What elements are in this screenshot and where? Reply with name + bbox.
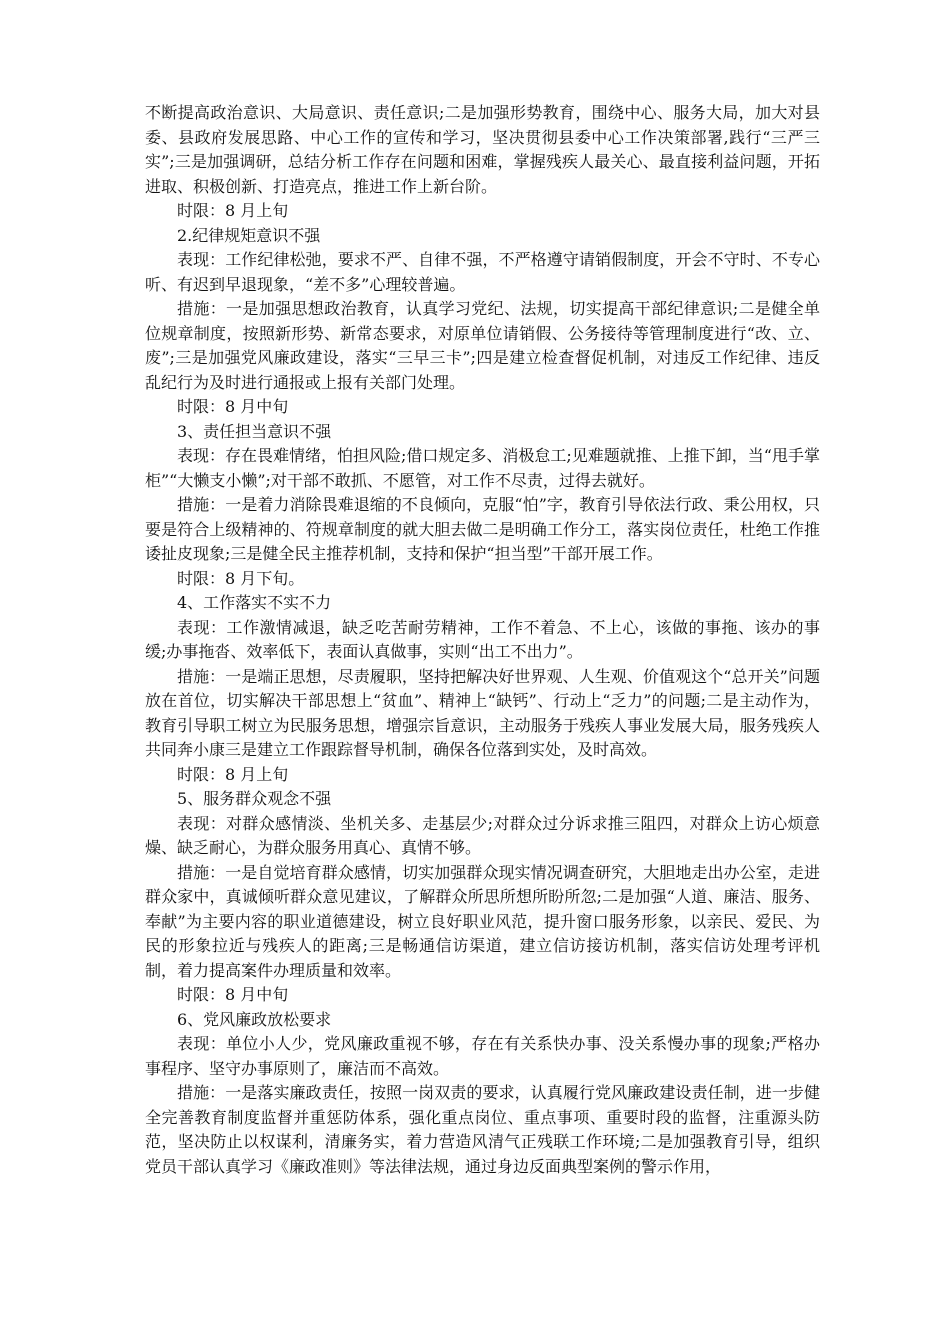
symptom-paragraph: 表现：对群众感情淡、坐机关多、走基层少;对群众过分诉求推三阻四，对群众上访心烦意燥、缺乏耐心，为群众服务用真心、真情不够。 <box>145 813 820 857</box>
section-heading: 4、工作落实不实不力 <box>177 593 332 612</box>
deadline-line: 时限：8 月上旬 <box>177 764 289 784</box>
symptom-paragraph: 表现：工作激情减退，缺乏吃苦耐劳精神，工作不着急、不上心，该做的事拖、该办的事缓;办事拖沓、效率低下，表面认真做事，实则“出工不出力”。 <box>145 617 820 661</box>
document-body <box>145 101 820 1179</box>
deadline-line: 时限：8 月中旬 <box>177 985 289 1004</box>
deadline-line: 时限：8 月中旬 <box>177 397 289 416</box>
symptom-paragraph: 表现：工作纪律松弛，要求不严、自律不强，不严格遵守请销假制度，开会不守时、不专心听、有迟到早退现象，“差不多”心理较普遍。 <box>145 250 820 294</box>
section-heading: 6、党风廉政放松要求 <box>177 1009 332 1029</box>
symptom-paragraph: 表现：单位小人少，党风廉政重视不够，存在有关系快办事、没关系慢办事的现象;严格办事程序、坚守办事原则了，廉洁而不高效。 <box>145 1034 820 1078</box>
section-heading: 5、服务群众观念不强 <box>177 789 332 808</box>
deadline-line: 时限：8 月上旬 <box>177 201 289 220</box>
deadline-line: 时限：8 月下旬。 <box>177 568 305 588</box>
symptom-paragraph: 表现：存在畏难情绪，怕担风险;借口规定多、消极怠工;见难题就推、上推下卸，当“甩手掌柜”“大懒支小懒”;对干部不敢抓、不愿管，对工作不尽责，过得去就好。 <box>145 446 820 490</box>
measure-paragraph: 措施：一是着力消除畏难退缩的不良倾向，克服“怕”字，教育引导依法行政、秉公用权，只要是符合上级精神的、符规章制度的就大胆去做二是明确工作分工，落实岗位责任，杜绝工作推诿扯皮现象;三是健全民主推荐机制，支持和保护“担当型”干部开展工作。 <box>145 495 820 563</box>
measure-paragraph: 措施：一是加强思想政治教育，认真学习党纪、法规，切实提高干部纪律意识;二是健全单位规章制度，按照新形势、新常态要求，对原单位请销假、公务接待等管理制度进行“改、立、废”;三是加强党风廉政建设，落实“三早三卡”;四是建立检查督促机制，对违反工作纪律、违反乱纪行为及时进行通报或上报有关部门处理。 <box>145 299 820 392</box>
measure-paragraph: 措施：一是端正思想，尽责履职，坚持把解决好世界观、人生观、价值观这个“总开关”问题放在首位，切实解决干部思想上“贫血”、精神上“缺钙”、行动上“乏力”的问题;二是主动作为，教育引导职工树立为民服务思想，增强宗旨意识，主动服务于残疾人事业发展大局，服务残疾人共同奔小康三是建立工作跟踪督导机制，确保各位落到实处，及时高效。 <box>145 666 820 759</box>
section-heading: 3、责任担当意识不强 <box>177 421 332 441</box>
measure-paragraph: 措施：一是自觉培育群众感情，切实加强群众现实情况调查研究，大胆地走出办公室，走进群众家中，真诚倾听群众意见建议，了解群众所思所想所盼所忽;二是加强“人道、廉洁、服务、奉献”为主要内容的职业道德建设，树立良好职业风范，提升窗口服务形象，以亲民、爱民、为民的形象拉近与残疾人的距离;三是畅通信访渠道，建立信访接访机制，落实信访处理考评机制，着力提高案件办理质量和效率。 <box>145 862 820 980</box>
measure-paragraph: 措施：一是落实廉政责任，按照一岗双责的要求，认真履行党风廉政建设责任制，进一步健全完善教育制度监督并重惩防体系，强化重点岗位、重点事项、重要时段的监督，注重源头防范，坚决防止以权谋利，清廉务实，着力营造风清气正残联工作环境;二是加强教育引导，组织党员干部认真学习《廉政准则》等法律法规，通过身边反面典型案例的警示作用， <box>145 1083 820 1176</box>
paragraph-continuation: 不断提高政治意识、大局意识、责任意识;二是加强形势教育，围绕中心、服务大局，加大对县委、县政府发展思路、中心工作的宣传和学习，坚决贯彻县委中心工作决策部署,践行“三严三实”;三是加强调研，总结分析工作存在问题和困难，掌握残疾人最关心、最直接利益问题，开拓进取、积极创新、打造亮点，推进工作上新台阶。 <box>145 103 820 196</box>
section-heading: 2.纪律规矩意识不强 <box>177 225 321 245</box>
